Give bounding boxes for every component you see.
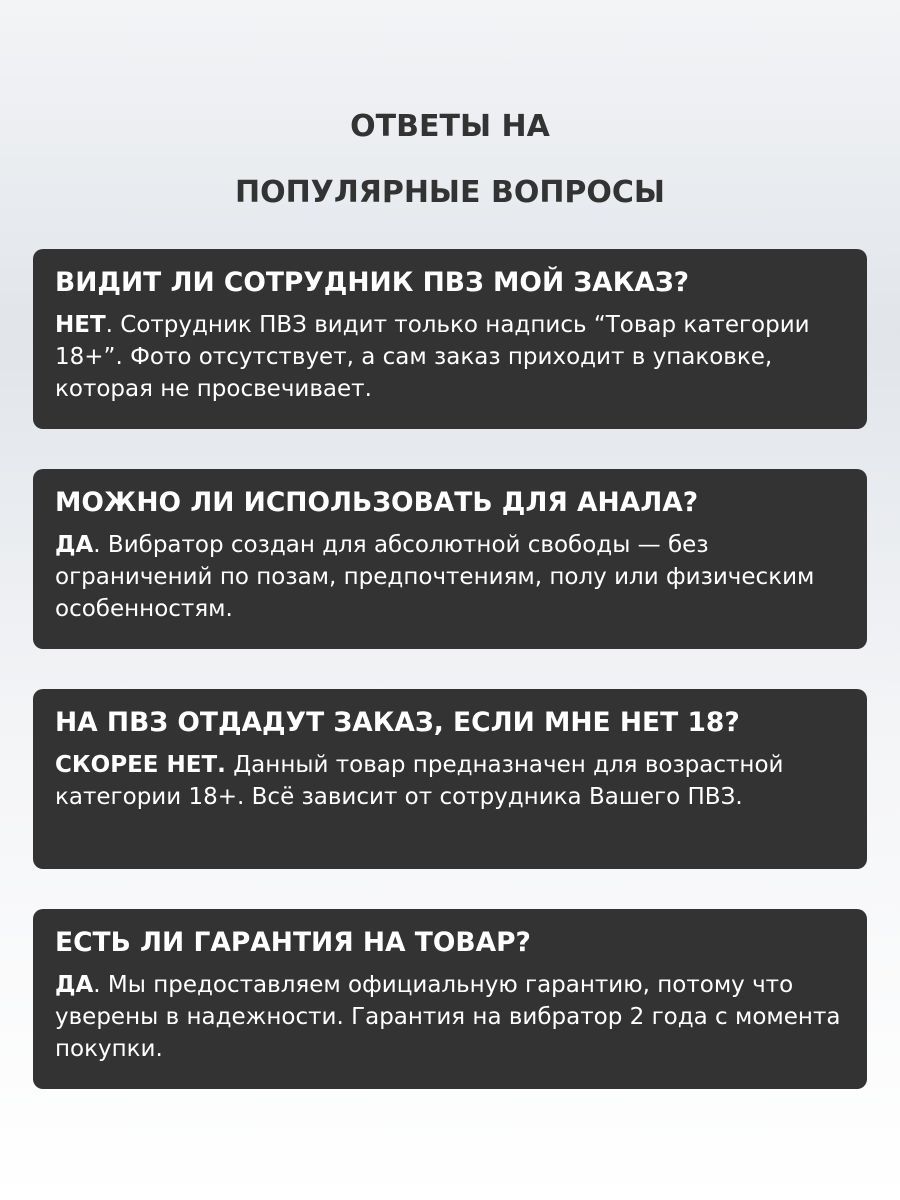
faq-answer xyxy=(55,529,847,625)
faq-answer-text: . Сотрудник ПВЗ видит только надпись “Товар категории 18+”. Фото отсутствует, а сам заказ приходит в упаковке, которая не просвечивает. xyxy=(55,312,810,402)
page-title-line-1: ОТВЕТЫ НА xyxy=(350,108,550,144)
faq-answer-text: Данный товар предназначен для возрастной категории 18+. Всё зависит от сотрудника Вашего ПВЗ. xyxy=(55,752,784,810)
faq-answer-text: . Вибратор создан для абсолютной свободы — без ограничений по позам, предпочтениям, полу или физическим особенностям. xyxy=(55,532,815,622)
faq-answer-lead: СКОРЕЕ НЕТ. xyxy=(55,752,226,778)
faq-answer-lead: ДА xyxy=(55,532,94,558)
faq-card-warranty xyxy=(33,909,867,1089)
faq-list xyxy=(33,249,867,1129)
faq-card-age-restriction xyxy=(33,689,867,869)
page-title-line-2: ПОПУЛЯРНЫЕ ВОПРОСЫ xyxy=(234,174,666,210)
faq-answer xyxy=(55,749,847,813)
faq-card-pvz-visibility xyxy=(33,249,867,429)
faq-question: НА ПВЗ ОТДАДУТ ЗАКАЗ, ЕСЛИ МНЕ НЕТ 18? xyxy=(55,707,740,738)
faq-question: ЕСТЬ ЛИ ГАРАНТИЯ НА ТОВАР? xyxy=(55,927,531,958)
faq-answer-lead: НЕТ xyxy=(55,312,106,338)
faq-card-usage xyxy=(33,469,867,649)
page-title xyxy=(0,94,900,226)
faq-question: ВИДИТ ЛИ СОТРУДНИК ПВЗ МОЙ ЗАКАЗ? xyxy=(55,267,690,298)
faq-answer xyxy=(55,309,847,405)
faq-answer-text: . Мы предоставляем официальную гарантию, потому что уверены в надежности. Гарантия на вибратор 2 года с момента покупки. xyxy=(55,972,841,1062)
faq-answer-lead: ДА xyxy=(55,972,94,998)
faq-answer xyxy=(55,969,847,1065)
faq-question: МОЖНО ЛИ ИСПОЛЬЗОВАТЬ ДЛЯ АНАЛА? xyxy=(55,487,699,518)
